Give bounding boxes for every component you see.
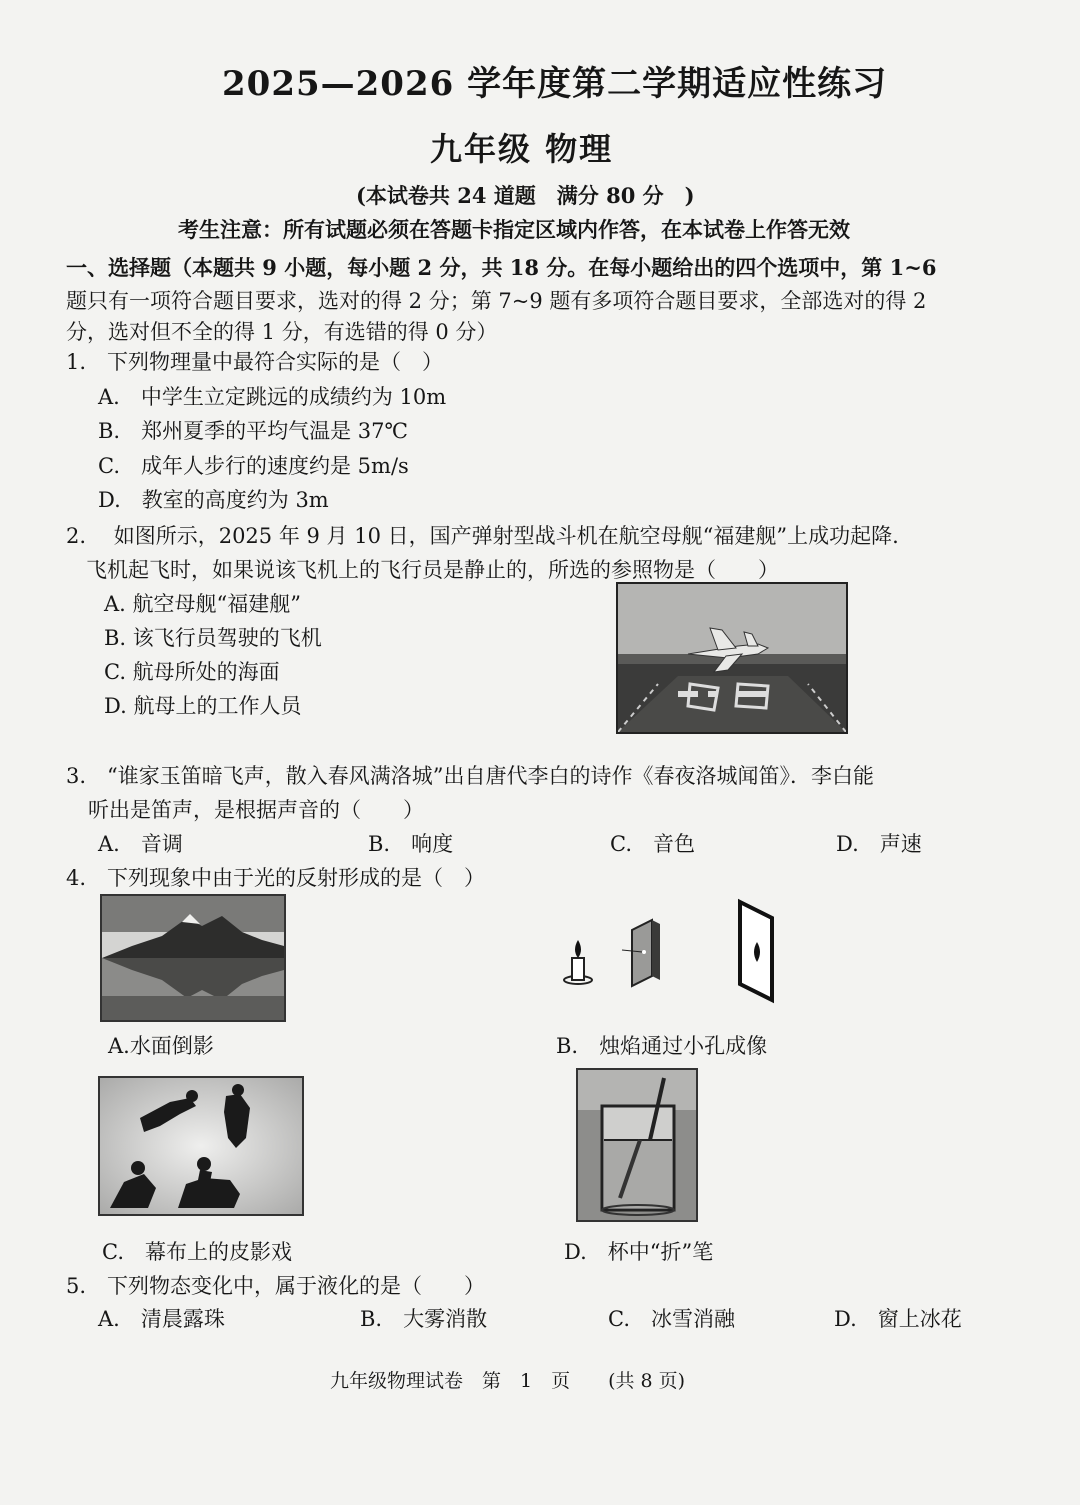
q3-stem-line1: 3. “谁家玉笛暗飞声，散入春风满洛城”出自唐代李白的诗作《春夜洛城闻笛》．李白能 bbox=[66, 764, 875, 788]
q1-option-b: B. 郑州夏季的平均气温是 37℃ bbox=[98, 419, 408, 443]
q2-option-b: B. 该飞行员驾驶的飞机 bbox=[104, 626, 322, 650]
section1-line2: 题只有一项符合题目要求，选对的得 2 分；第 7~9 题有多项符合题目要求，全部选对的得 2 bbox=[66, 289, 927, 313]
q4-image-c-shadow-play bbox=[98, 1076, 304, 1216]
q4-image-b-pinhole bbox=[552, 896, 782, 1004]
q2-stem-line2: 飞机起飞时，如果说该飞机上的飞行员是静止的，所选的参照物是（ ） bbox=[86, 558, 779, 582]
q4-caption-d: D. 杯中“折”笔 bbox=[564, 1240, 714, 1264]
q1-option-d: D. 教室的高度约为 3m bbox=[98, 488, 329, 512]
q1-option-a: A. 中学生立定跳远的成绩约为 10m bbox=[98, 385, 447, 409]
q3-option-b: B. 响度 bbox=[368, 832, 454, 856]
q5-option-a: A. 清晨露珠 bbox=[98, 1307, 225, 1331]
q1-stem: 1. 下列物理量中最符合实际的是（ ） bbox=[66, 350, 444, 374]
q5-option-c: C. 冰雪消融 bbox=[608, 1307, 735, 1331]
section1-line1: 一、选择题（本题共 9 小题，每小题 2 分，共 18 分。在每小题给出的四个选项中，第 1~6 bbox=[66, 255, 937, 280]
exam-notice: 考生注意：所有试题必须在答题卡指定区域内作答，在本试卷上作答无效 bbox=[178, 217, 850, 242]
q2-option-d: D. 航母上的工作人员 bbox=[104, 694, 302, 718]
q3-option-a: A. 音调 bbox=[98, 832, 183, 856]
exam-info: (本试卷共 24 道题 满分 80 分 ) bbox=[356, 183, 695, 208]
q3-stem-line2: 听出是笛声，是根据声音的（ ） bbox=[88, 798, 424, 822]
q5-option-b: B. 大雾消散 bbox=[360, 1307, 488, 1331]
page-footer: 九年级物理试卷 第 1 页 (共 8 页) bbox=[330, 1370, 686, 1392]
q5-option-d: D. 窗上冰花 bbox=[834, 1307, 962, 1331]
q2-stem-line1: 2. 如图所示，2025 年 9 月 10 日，国产弹射型战斗机在航空母舰“福建舰”上成功起降. bbox=[66, 524, 899, 548]
q2-carrier-photo bbox=[616, 582, 848, 734]
exam-subtitle: 九年级 物理 bbox=[430, 130, 614, 168]
q4-caption-a: A.水面倒影 bbox=[108, 1034, 214, 1058]
q3-option-d: D. 声速 bbox=[836, 832, 922, 856]
q1-option-c: C. 成年人步行的速度约是 5m/s bbox=[98, 454, 409, 478]
q4-stem: 4. 下列现象中由于光的反射形成的是（ ） bbox=[66, 866, 486, 890]
exam-title: 2025—2026 学年度第二学期适应性练习 bbox=[222, 64, 888, 104]
section1-line3: 分，选对但不全的得 1 分，有选错的得 0 分） bbox=[66, 320, 498, 344]
q5-stem: 5. 下列物态变化中，属于液化的是（ ） bbox=[66, 1274, 486, 1298]
q4-image-a-reflection bbox=[100, 894, 286, 1022]
q2-option-c: C. 航母所处的海面 bbox=[104, 660, 280, 684]
q4-image-d-bent-pencil bbox=[576, 1068, 698, 1222]
q4-caption-b: B. 烛焰通过小孔成像 bbox=[556, 1034, 768, 1058]
q4-caption-c: C. 幕布上的皮影戏 bbox=[102, 1240, 292, 1264]
q2-option-a: A. 航空母舰“福建舰” bbox=[104, 592, 301, 616]
q3-option-c: C. 音色 bbox=[610, 832, 695, 856]
